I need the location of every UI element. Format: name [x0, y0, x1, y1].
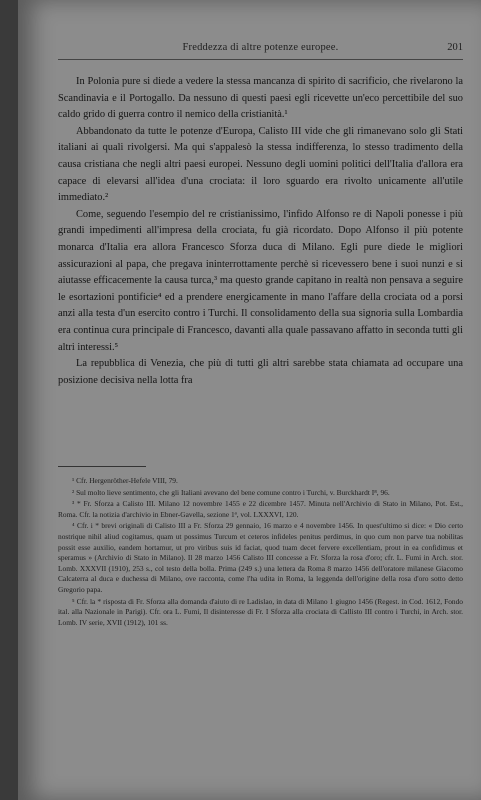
paragraph: Abbandonato da tutte le potenze d'Europa, Calisto III vide che gli rimanevano solo gli Stati italiani ai quali rivolgersi. Ma qui s'appalesò la stessa indifferenza, lo stesso tradimento della causa cristiana che negli altri paesi europei. Nessuno degli uomini politici dell'Italia d'allora era capace di elevarsi all'idea d'una crociata: il loro sguardo era rivolto unicamente all'utile immediato.² — [58, 125, 463, 204]
footnote: ² Sul molto lieve sentimento, che gli Italiani avevano del bene comune contro i Turchi, v. Burckhardt I⁸, 96. — [72, 487, 390, 497]
running-title: Freddezza di altre potenze europee. — [182, 42, 339, 53]
footnote: ¹ Cfr. Hergenröther-Hefele VIII, 79. — [72, 476, 178, 485]
footnote: ⁵ Cfr. la * risposta di Fr. Sforza alla domanda d'aiuto di re Ladislao, in data di Milano 1 giugno 1456 (Regest. in Cod. 1612, Fondo ital. alla Nazionale in Parigi). Cfr. ora L. Fumi, Il disinteresse di Fr. I Sforza alla crociata di Callisto III contro i Turchi, in Arch. stor. Lomb. IV serie, XVII (1912), 101 ss. — [58, 596, 463, 627]
footnote-separator — [58, 466, 146, 467]
footnotes — [58, 476, 463, 629]
footnote: ⁴ Cfr. i * brevi originali di Calisto III a Fr. Sforza 29 gennaio, 16 marzo e 4 novembre 1456. In quest'ultimo si dice: « Dio certo nostrique nihil aliud cogitamus, quam ut possimus Turcum et ceteros infideles penitus perdimus, in quo cum non parve tua nobilitas possit esse auxilio, eandem hortamur, ut pro viribus suis id faciat, quod tuam decet fervere excellentiam, prout in ea confidimus et speramus » (Archivio di Stato in Milano). Il 28 marzo 1456 Calisto III concesse a Fr. Sforza la rosa d'oro; cfr. L. Fumi in Arch. stor. Lomb. XXXVII (1910), 253 s., col testo della bolla. Prima (249 s.) una lettera da Roma 8 marzo 1456 dell'oratore milanese Giacomo Calcaterra al duca e duchessa di Milano, ove racconta, come l'ha udita in Roma, la leggenda dell'origine della rosa d'oro sotto detto Gregorio papa. — [58, 521, 463, 594]
paragraph: Come, seguendo l'esempio del re cristianissimo, l'infido Alfonso re di Napoli ponesse i più grandi impedimenti all'impresa della crociata, fu già ricordato. Dopo Alfonso il più potente monarca d'Italia era allora Francesco Sforza duca di Milano. Egli pure diede le migliori assicurazioni al papa, che pregava ininterrottamente perchè si ricevessero bene i suoi nunzi e si aiutasse efficacemente la causa turca,³ ma questo grande capitano in realtà non pensava a seguire le esortazioni pontificie⁴ ed a prendere energicamente in mano l'affare della crociata od a porsi anzi alla testa d'un esercito contro i Turchi. Il consolidamento della sua signoria sulla Lombardia era continua cura principale di Francesco, davanti alla quale passavano affatto in seconda tutti gli altri interessi.⁵ — [58, 208, 463, 353]
body-text — [58, 74, 463, 389]
paragraph: In Polonia pure si diede a vedere la stessa mancanza di spirito di sacrificio, che rivelarono la Scandinavia e il Portogallo. Da nessuno di questi paesi egli ricevette un'eco percettibile del suo caldo grido di guerra contro il nemico della cristianità.¹ — [58, 76, 463, 121]
footnote: ³ * Fr. Sforza a Calisto III. Milano 12 novembre 1455 e 22 dicembre 1457. Minuta nell'Archivio di Stato in Milano, Pot. Est., Roma. Cfr. la notizia d'archivio in Ebner-Gavella, sezione 1ª, vol. LXXXVI, 120. — [58, 499, 463, 519]
paragraph: La repubblica di Venezia, che più di tutti gli altri sarebbe stata chiamata ad occupare una posizione decisiva nella lotta fra — [58, 358, 463, 386]
page-number: 201 — [447, 42, 463, 53]
book-page — [18, 0, 481, 800]
page-header — [58, 42, 463, 60]
